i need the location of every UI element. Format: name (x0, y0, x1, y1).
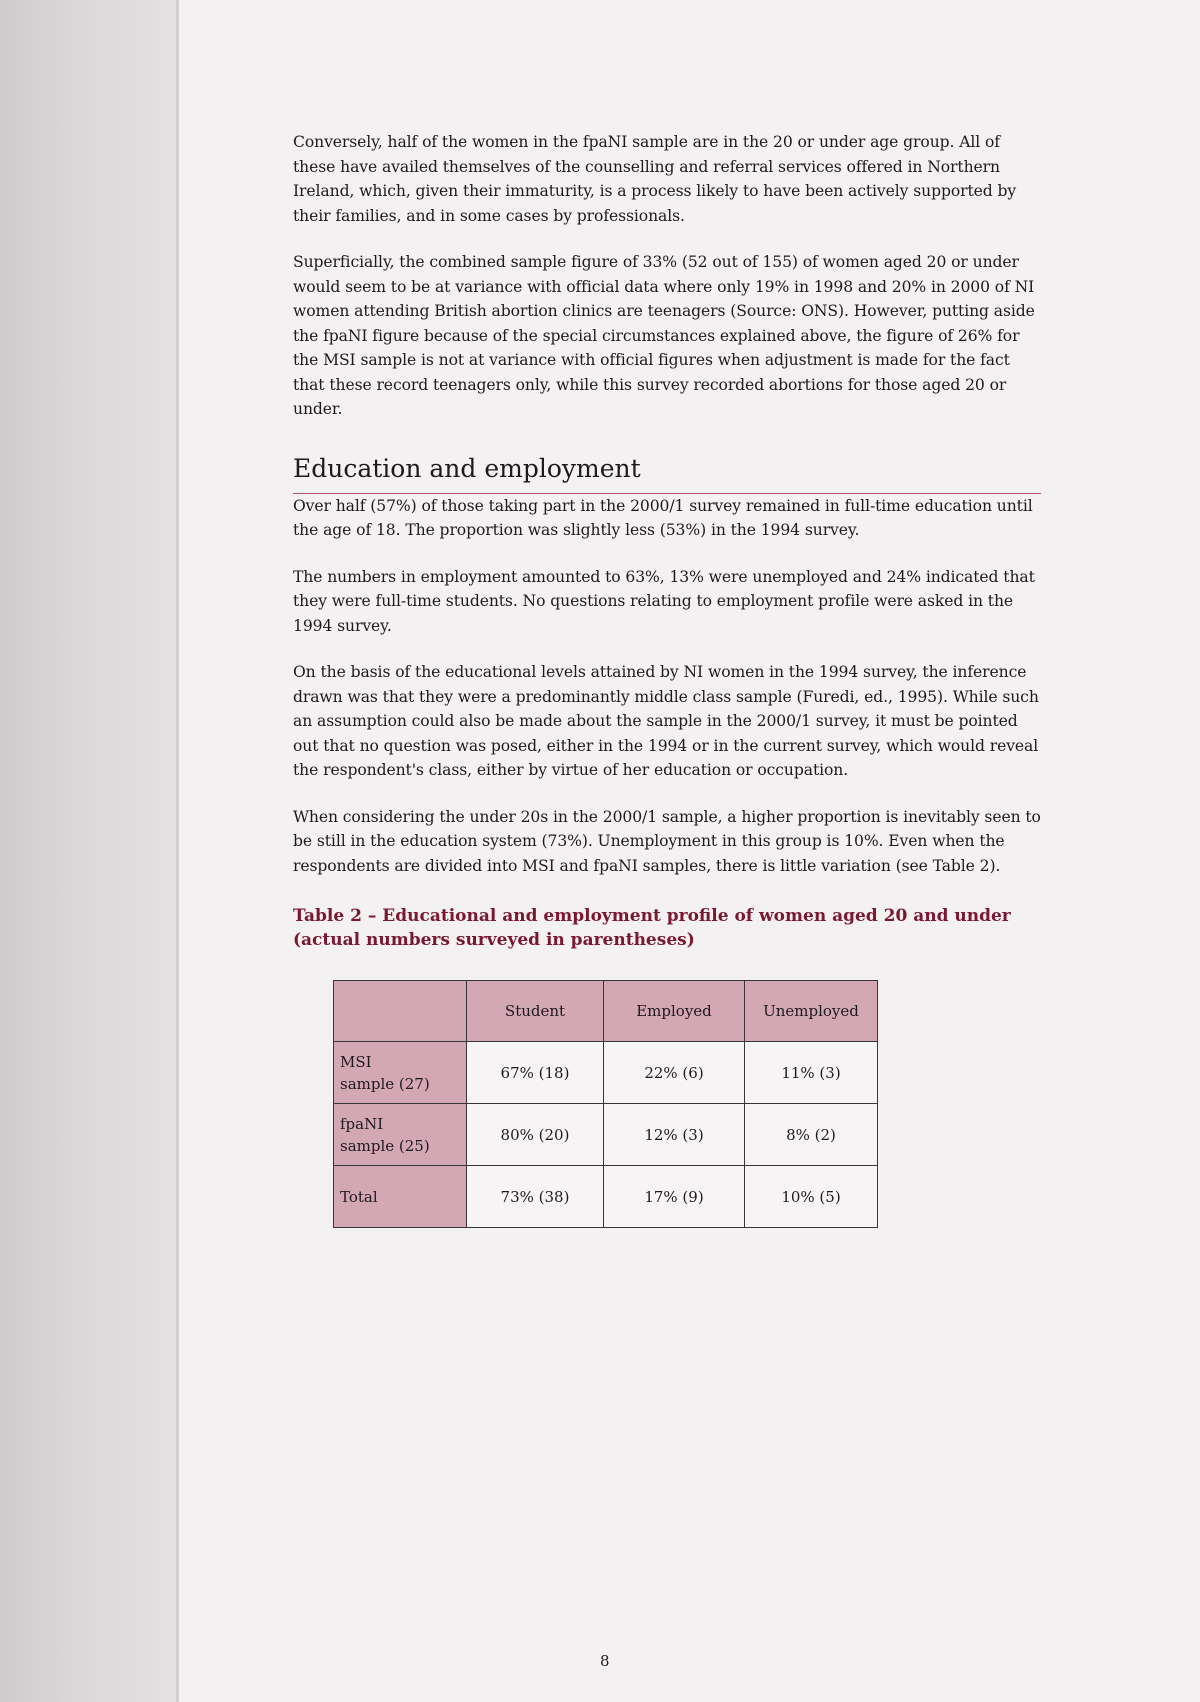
column-header-employed: Employed (604, 981, 745, 1042)
table-cell-employed: 17% (9) (604, 1166, 745, 1228)
row-label-line: MSI (340, 1052, 372, 1071)
row-label-total (334, 1166, 467, 1228)
table-caption: Table 2 – Educational and employment profile of women aged 20 and under (actual numbers surveyed in parentheses) (293, 906, 1011, 950)
table-corner-cell (334, 981, 467, 1042)
table-row-total (334, 1166, 878, 1228)
section-heading-education: Education and employment (293, 454, 1041, 494)
column-header-unemployed: Unemployed (745, 981, 878, 1042)
row-label-fpani (334, 1104, 467, 1166)
table-cell-employed: 12% (3) (604, 1104, 745, 1166)
row-label-line: sample (25) (340, 1136, 430, 1155)
paragraph-combined-sample: Superficially, the combined sample figure of 33% (52 out of 155) of women aged 20 or under would seem to be at variance with official data where only 19% in 1998 and 20% in 2000 of NI women attending British abortion clinics are teenagers (Source: ONS). However, putting aside the fpaNI figure because of the special circumstances explained above, the figure of 26% for the MSI sample is not at variance with official figures when adjustment is made for the fact that these record teenagers only, while this survey recorded abortions for those aged 20 or under. (293, 253, 1035, 418)
profile-table (333, 980, 878, 1228)
scan-shadow-edge (0, 0, 178, 1702)
paragraph-class-inference: On the basis of the educational levels attained by NI women in the 1994 survey, the inference drawn was that they were a predominantly middle class sample (Furedi, ed., 1995). While such an assumption could also be made about the sample in the 2000/1 survey, it must be pointed out that no question was posed, either in the 1994 or in the current survey, which would reveal the respondent's class, either by virtue of her education or occupation. (293, 663, 1039, 779)
table-row-fpani (334, 1104, 878, 1166)
table-cell-unemployed: 8% (2) (745, 1104, 878, 1166)
row-label-msi (334, 1042, 467, 1104)
paragraph-employment-numbers: The numbers in employment amounted to 63%, 13% were unemployed and 24% indicated that they were full-time students. No questions relating to employment profile were asked in the 1994 survey. (293, 567, 1035, 635)
table-cell-student: 73% (38) (467, 1166, 604, 1228)
paragraph-full-time-education: Over half (57%) of those taking part in the 2000/1 survey remained in full-time education until the age of 18. The proportion was slightly less (53%) in the 1994 survey. (293, 496, 1033, 539)
table-header-row (334, 981, 878, 1042)
table-row-msi (334, 1042, 878, 1104)
row-label-line: fpaNI (340, 1114, 384, 1133)
table-cell-unemployed: 11% (3) (745, 1042, 878, 1104)
page-number: 8 (600, 1652, 610, 1670)
paragraph-under-20s: When considering the under 20s in the 2000/1 sample, a higher proportion is inevitably seen to be still in the education system (73%). Unemployment in this group is 10%. Even when the respondents are divided into MSI and fpaNI samples, there is little variation (see Table 2). (293, 807, 1041, 875)
table-cell-unemployed: 10% (5) (745, 1166, 878, 1228)
table-cell-employed: 22% (6) (604, 1042, 745, 1104)
table-cell-student: 67% (18) (467, 1042, 604, 1104)
column-header-student: Student (467, 981, 604, 1042)
row-label-line: Total (340, 1187, 378, 1206)
row-label-line: sample (27) (340, 1074, 430, 1093)
paragraph-fpani-age: Conversely, half of the women in the fpaNI sample are in the 20 or under age group. All of these have availed themselves of the counselling and referral services offered in Northern Ireland, which, given their immaturity, is a process likely to have been actively supported by their families, and in some cases by professionals. (293, 133, 1017, 225)
page-content (293, 130, 1041, 1228)
table-cell-student: 80% (20) (467, 1104, 604, 1166)
